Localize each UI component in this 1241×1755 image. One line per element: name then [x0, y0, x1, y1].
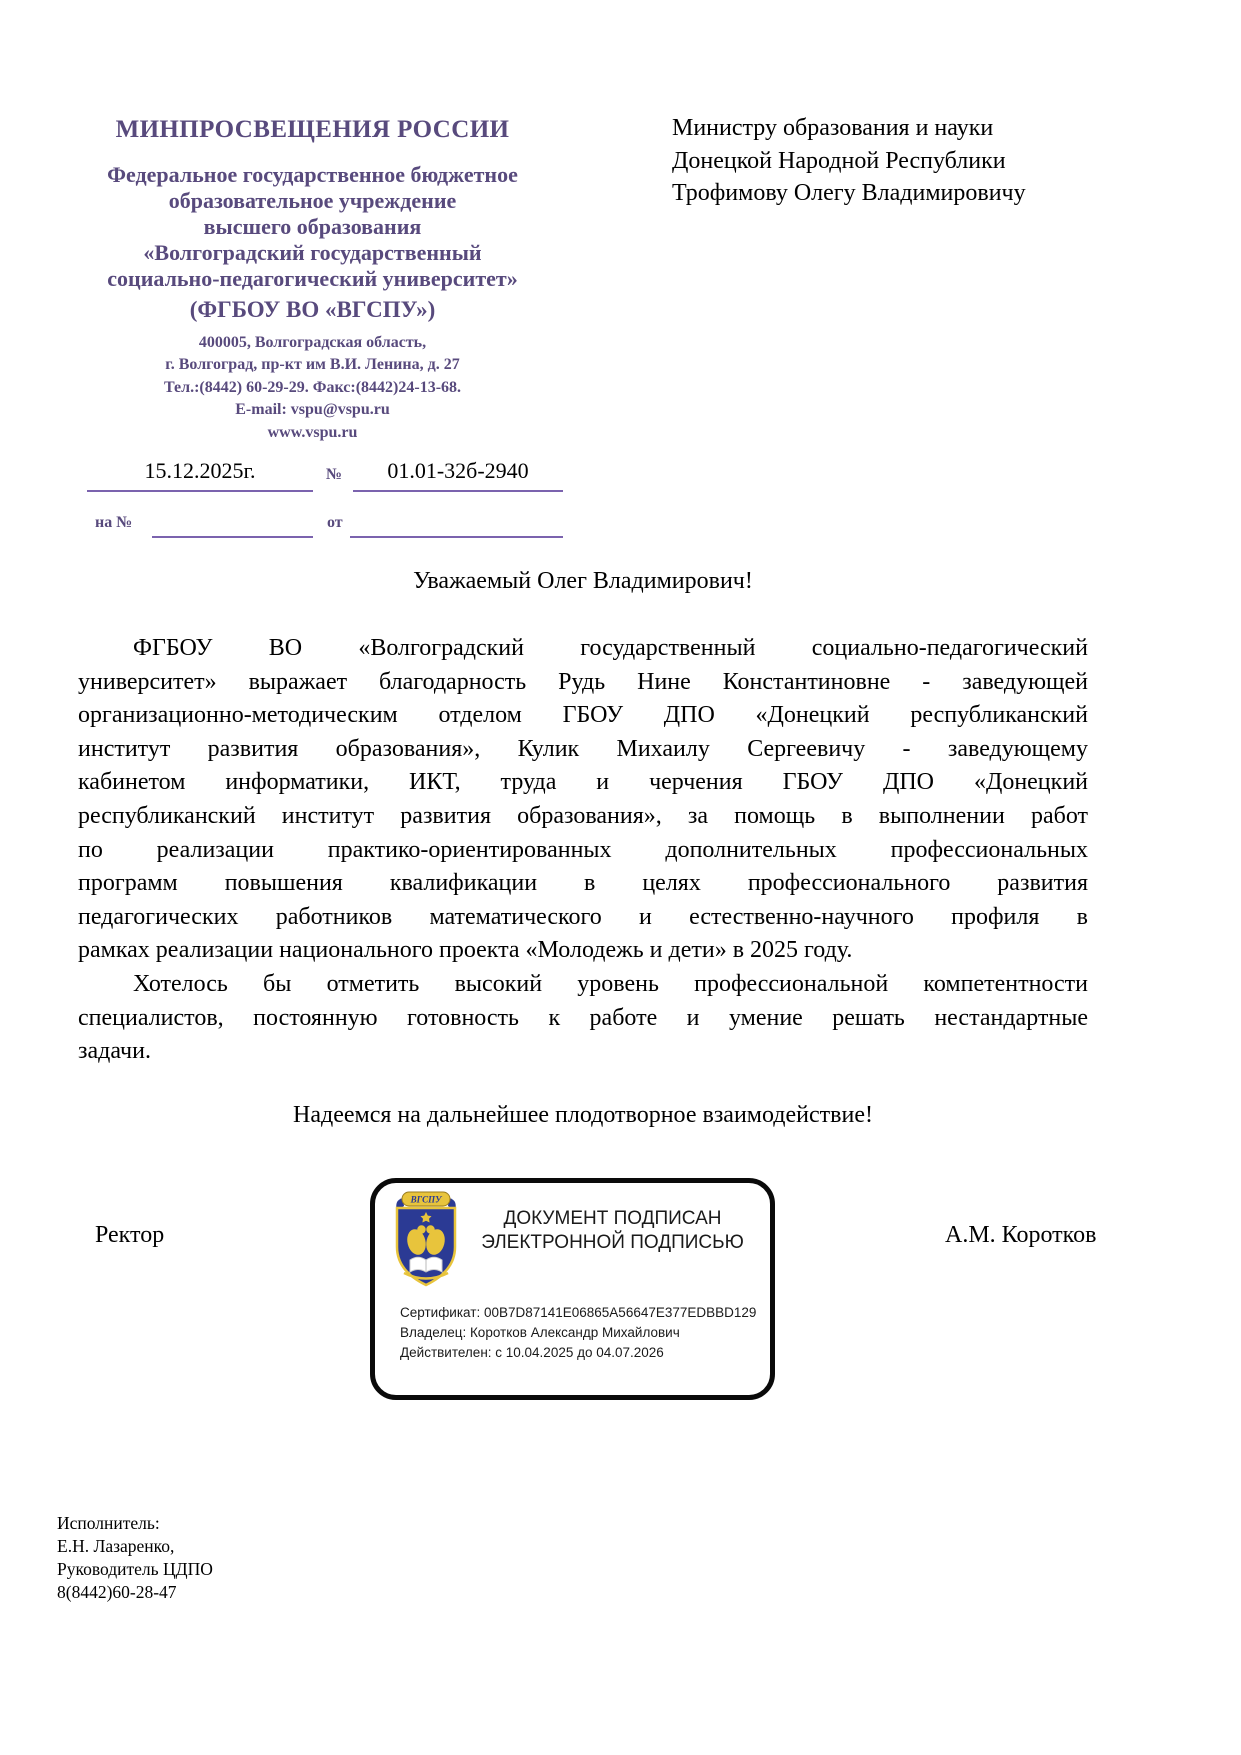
closing-line: Надеемся на дальнейшее плодотворное взаимодействие! — [293, 1102, 873, 1128]
number-sign-label: № — [326, 466, 343, 483]
organization-name — [55, 162, 570, 292]
executor-block-line: Е.Н. Лазаренко, — [57, 1536, 175, 1556]
stamp-details — [400, 1303, 760, 1363]
stamp-title-line: ДОКУМЕНТ ПОДПИСАН — [503, 1208, 722, 1229]
letter-number-field: 01.01-32б-2940 — [353, 458, 563, 492]
body-line: институт развития образования», Кулик Михаилу Сергеевичу - заведующему — [78, 735, 1088, 762]
executor-block-line: 8(8442)60-28-47 — [57, 1582, 177, 1602]
executor-block-line: Исполнитель: — [57, 1513, 160, 1533]
emblem-pelican-right-head — [426, 1225, 434, 1233]
body-line: задачи. — [78, 1038, 151, 1065]
ministry-title: МИНПРОСВЕЩЕНИЯ РОССИИ — [115, 116, 510, 143]
body-line: университет» выражает благодарность Рудь Нине Константиновне - заведующей — [78, 668, 1088, 695]
organization-name-line: «Волгоградский государственный — [143, 240, 482, 265]
addressee-block-line: Донецкой Народной Республики — [672, 147, 1006, 174]
body-line: рамках реализации национального проекта «Молодежь и дети» в 2025 году. — [78, 937, 853, 964]
body-line: Хотелось бы отметить высокий уровень профессиональной компетентности — [133, 970, 1088, 997]
salutation: Уважаемый Олег Владимирович! — [413, 568, 753, 594]
letter-body — [78, 632, 1088, 1069]
organization-name-line: образовательное учреждение — [168, 188, 457, 213]
addressee-block-line: Министру образования и науки — [672, 115, 994, 141]
organization-name-line: высшего образования — [203, 214, 422, 239]
reply-date-blank-field — [350, 512, 563, 538]
stamp-owner: Владелец: Коротков Александр Михайлович — [400, 1325, 680, 1340]
emblem-pelican-left-head — [417, 1225, 425, 1233]
body-line: педагогических работников математического и естественно-научного профиля в — [78, 903, 1088, 930]
letterhead — [55, 116, 570, 444]
body-line: по реализации практико-ориентированных дополнительных профессиональных — [78, 836, 1088, 863]
stamp-title — [467, 1207, 758, 1254]
letter-date-field: 15.12.2025г. — [87, 458, 313, 492]
reply-number-blank-field — [152, 512, 313, 538]
addressee-block-line: Трофимову Олегу Владимировичу — [672, 180, 1026, 206]
emblem-scroll-text: ВГСПУ — [410, 1194, 442, 1205]
organization-contacts — [55, 332, 570, 444]
organization-contacts-line: Тел.:(8442) 60-29-29. Факс:(8442)24-13-68. — [163, 378, 462, 396]
organization-contacts-line: www.vspu.ru — [267, 423, 358, 441]
addressee-block — [672, 112, 1152, 210]
reply-from-label: от — [327, 514, 343, 531]
university-emblem-icon — [389, 1191, 463, 1291]
signer-name: А.М. Коротков — [945, 1222, 1097, 1248]
electronic-signature-stamp — [370, 1178, 775, 1400]
signer-position: Ректор — [95, 1222, 165, 1248]
stamp-title-line: ЭЛЕКТРОННОЙ ПОДПИСЬЮ — [481, 1231, 744, 1253]
organization-name-line: социально-педагогический университет» — [107, 266, 518, 291]
body-line: специалистов, постоянную готовность к работе и умение решать нестандартные — [78, 1004, 1088, 1031]
organization-abbreviation: (ФГБОУ ВО «ВГСПУ») — [189, 297, 436, 322]
organization-contacts-line: г. Волгоград, пр-кт им В.И. Ленина, д. 27 — [165, 356, 460, 374]
executor-block — [57, 1512, 213, 1604]
stamp-validity: Действителен: с 10.04.2025 до 04.07.2026 — [400, 1345, 664, 1360]
body-line: республиканский институт развития образования», за помощь в выполнении работ — [78, 802, 1088, 829]
organization-contacts-line: 400005, Волгоградская область, — [198, 334, 427, 351]
body-line: программ повышения квалификации в целях профессионального развития — [78, 870, 1088, 897]
stamp-certificate: Сертификат: 00B7D87141E06865A56647E377EDBBD129 — [400, 1305, 757, 1320]
body-line: организационно-методическим отделом ГБОУ ДПО «Донецкий республиканский — [78, 702, 1088, 729]
reply-to-number-label: на № — [95, 514, 133, 531]
body-line: кабинетом информатики, ИКТ, труда и черчения ГБОУ ДПО «Донецкий — [78, 769, 1088, 796]
body-line: ФГБОУ ВО «Волгоградский государственный социально-педагогический — [133, 635, 1088, 661]
organization-contacts-line: E-mail: vspu@vspu.ru — [235, 401, 390, 419]
organization-name-line: Федеральное государственное бюджетное — [107, 162, 518, 187]
executor-block-line: Руководитель ЦДПО — [57, 1559, 213, 1579]
